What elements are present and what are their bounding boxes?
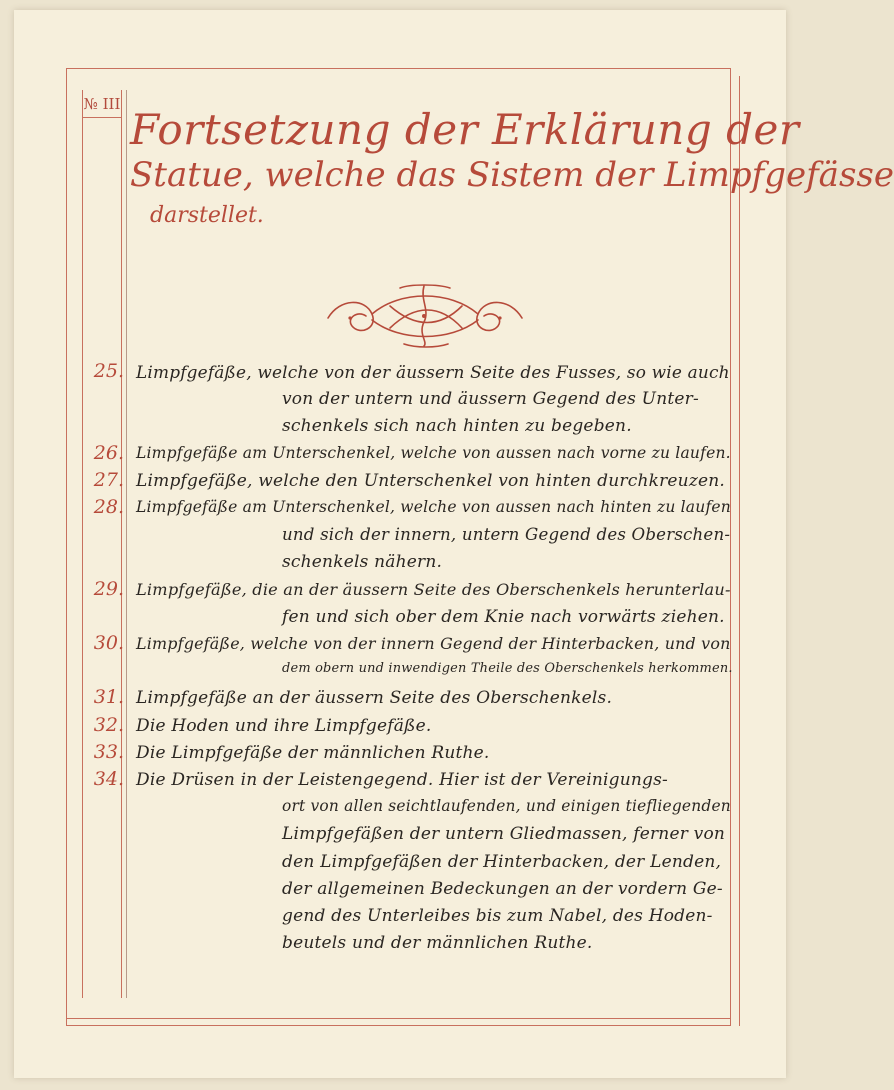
entry-number: 26.: [93, 441, 124, 464]
entry-text-continuation-line: der allgemeinen Bedeckungen an der vordern Ge-: [282, 878, 723, 899]
entry-text-continuation-line: von der untern und äussern Gegend des Unter-: [282, 389, 699, 410]
entry-text-continuation-line: gend des Unterleibes bis zum Nabel, des Hoden-: [282, 906, 713, 926]
entry-number: 32.: [93, 713, 124, 736]
entry-text-continuation-line: beutels und der männlichen Ruthe.: [282, 933, 593, 954]
entry-text-first-line: Limpfgefäße, welche von der innern Gegend der Hinterbacken, und von: [136, 634, 731, 653]
entry-text-continuation-line: dem obern und inwendigen Theile des Oberschenkels herkommen.: [282, 661, 733, 677]
entry-number: 33.: [93, 740, 124, 763]
entry-number: 29.: [93, 577, 124, 600]
entry-text-first-line: Limpfgefäße am Unterschenkel, welche von aussen nach vorne zu laufen.: [136, 443, 731, 462]
entry-text-first-line: Die Limpfgefäße der männlichen Ruthe.: [136, 742, 490, 763]
title-line-1: Fortsetzung der Erklärung der: [130, 105, 800, 154]
entry-number: 27.: [93, 468, 124, 491]
entry-text-continuation-line: schenkels sich nach hinten zu begeben.: [282, 416, 632, 437]
entry-text-continuation-line: Limpfgefäßen der untern Gliedmassen, ferner von: [282, 824, 726, 845]
entry-text-continuation-line: schenkels nähern.: [282, 552, 443, 573]
entry-text-first-line: Limpfgefäße, welche den Unterschenkel von hinten durchkreuzen.: [136, 470, 725, 491]
entry-number: 34.: [93, 768, 124, 790]
entry-text-first-line: Limpfgefäße an der äussern Seite des Oberschenkels.: [136, 688, 613, 709]
title-line-3: darstellet.: [150, 202, 264, 228]
entry-number: 31.: [93, 686, 124, 709]
entry-text-continuation-line: fen und sich ober dem Knie nach vorwärts ziehen.: [282, 606, 725, 627]
entry-text-first-line: Die Drüsen in der Leistengegend. Hier ist der Vereinigungs-: [136, 770, 668, 790]
entry-number: 28.: [93, 496, 124, 518]
entry-text-first-line: Limpfgefäße, die an der äussern Seite des Oberschenkels herunterlau-: [136, 579, 731, 599]
entry-number: 25.: [93, 360, 124, 382]
entry-text-first-line: Limpfgefäße am Unterschenkel, welche von aussen nach hinten zu laufen: [136, 498, 731, 516]
entry-text-continuation-line: den Limpfgefäßen der Hinterbacken, der Lenden,: [282, 851, 722, 872]
entry-text-first-line: Limpfgefäße, welche von der äussern Seite des Fusses, so wie auch: [136, 362, 730, 382]
entry-number: 30.: [93, 632, 124, 654]
entry-text-continuation-line: ort von allen seichtlaufenden, und einigen tiefliegenden: [282, 797, 731, 816]
plate-number: № III: [82, 90, 122, 118]
entry-text-continuation-line: und sich der innern, untern Gegend des Oberschen-: [282, 525, 731, 545]
entry-text-first-line: Die Hoden und ihre Limpfgefäße.: [136, 715, 432, 736]
title-line-2: Statue, welche das Sistem der Limpfgefässe: [130, 155, 894, 196]
